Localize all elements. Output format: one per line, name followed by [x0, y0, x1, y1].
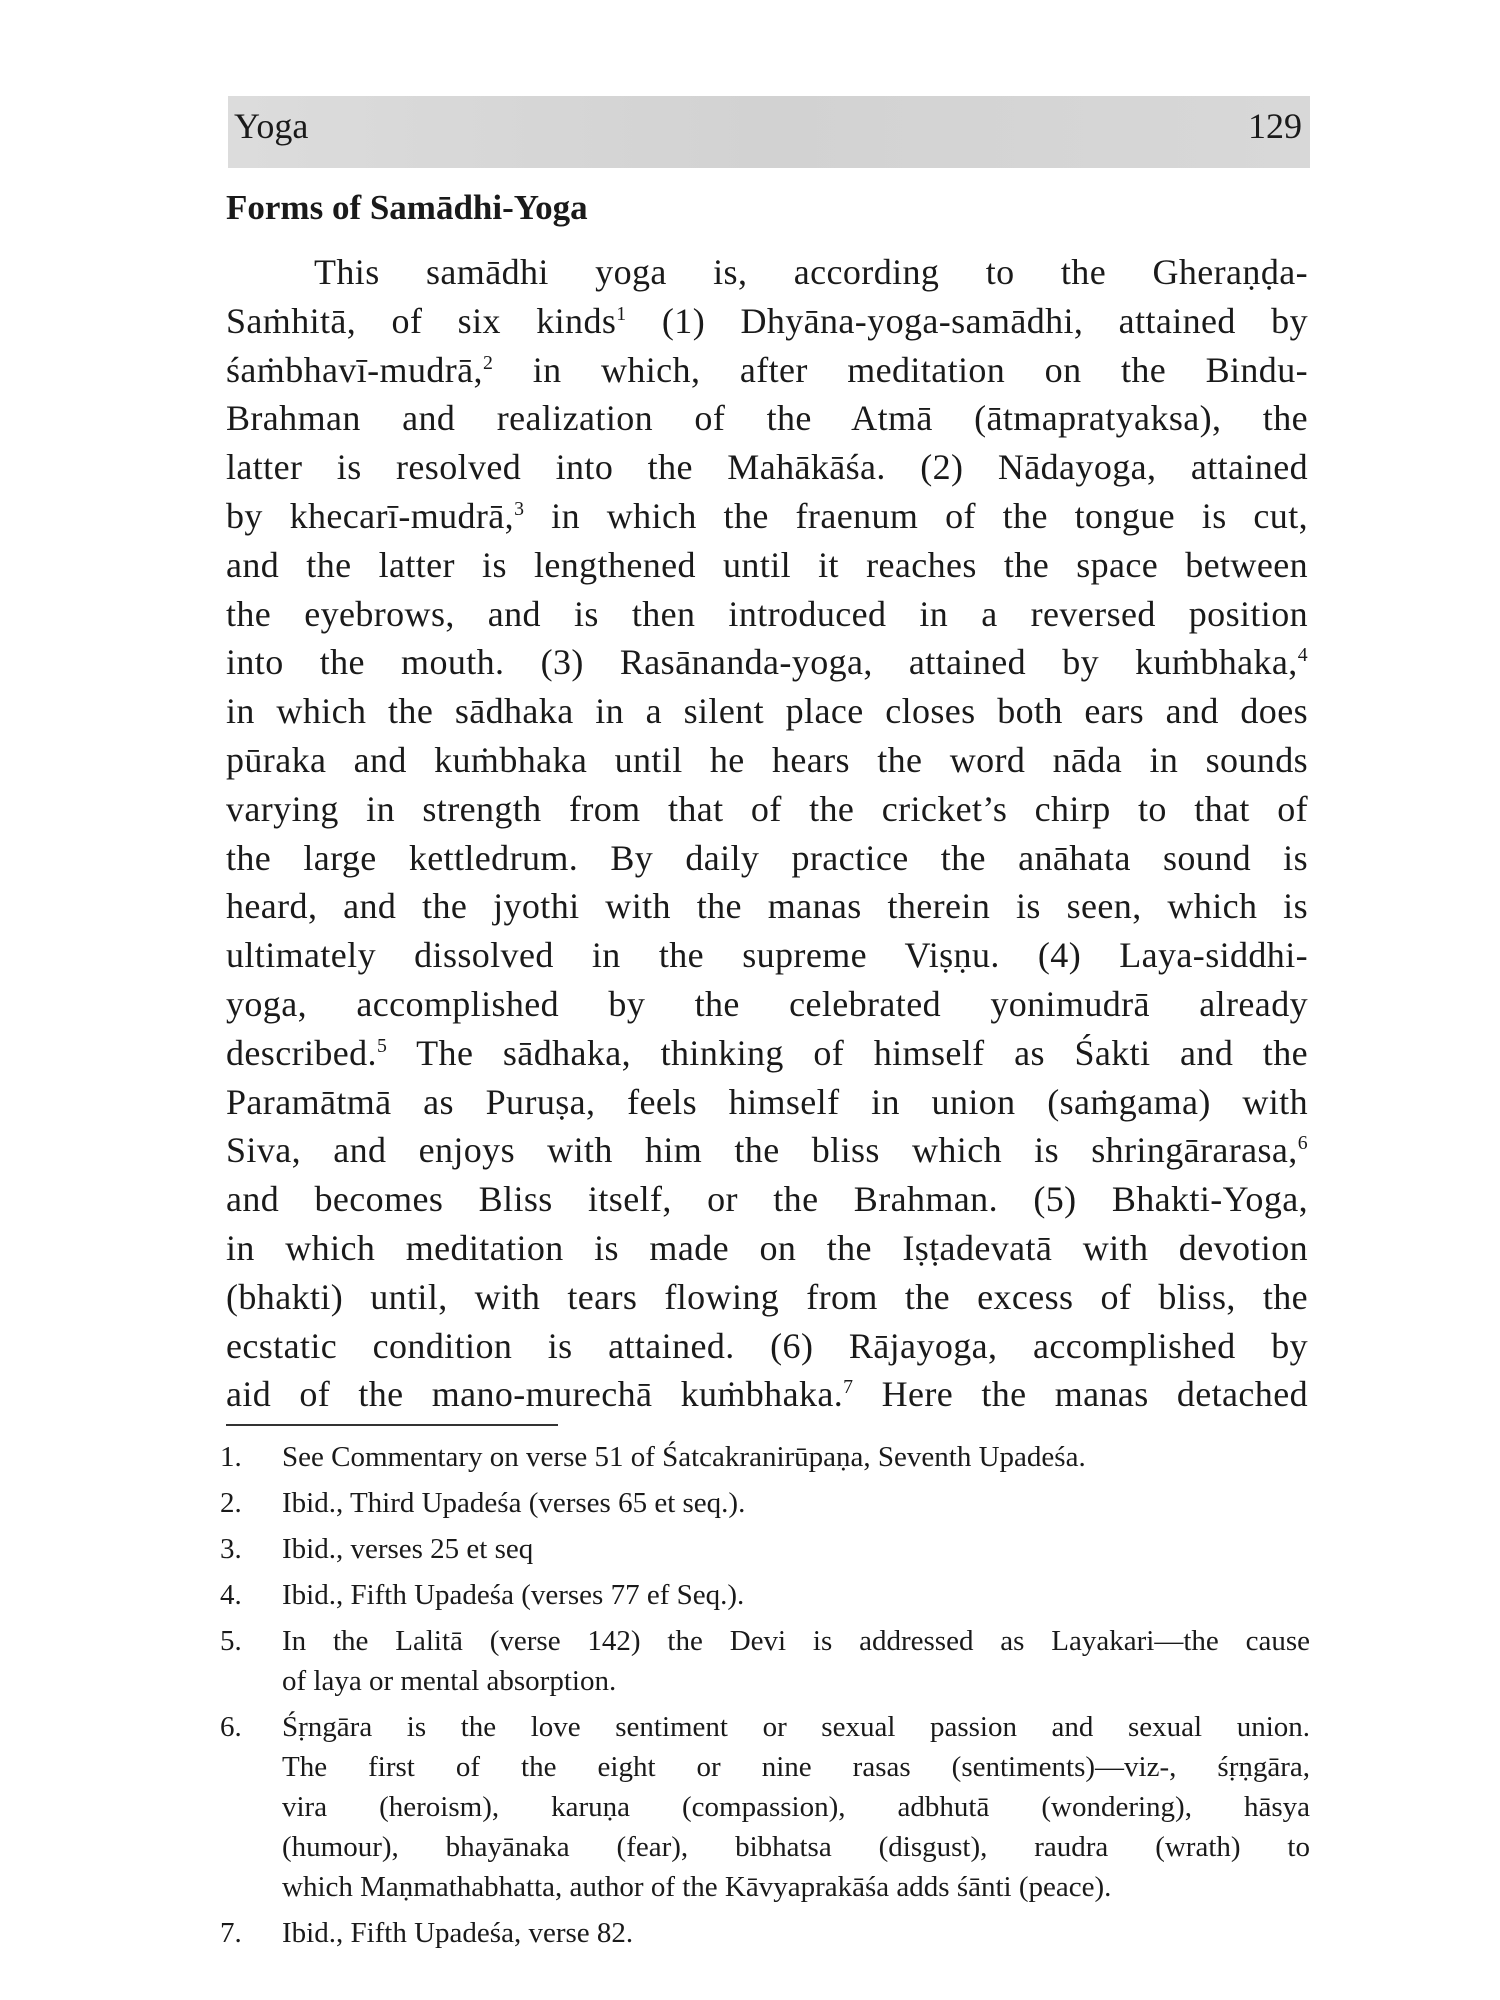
footnote-item	[220, 1529, 1310, 1569]
footnote-number: 2.	[220, 1487, 242, 1519]
footnote-text: Ibid., verses 25 et seq	[282, 1533, 534, 1565]
footnotes	[220, 1437, 1310, 1959]
body-line: and becomes Bliss itself, or the Brahman. (5) Bhakti-Yoga,	[226, 1179, 1308, 1220]
body-line: Siva, and enjoys with him the bliss which is shringārarasa,$^6$	[226, 1130, 1308, 1171]
footnote-item	[220, 1575, 1310, 1615]
body-line: the eyebrows, and is then introduced in a reversed position	[226, 593, 1308, 634]
body-line: heard, and the jyothi with the manas therein is seen, which is	[226, 886, 1308, 927]
footnote-marker: 1	[616, 302, 627, 325]
page-number: 129	[1248, 106, 1302, 146]
footnote-number: 4.	[220, 1579, 242, 1611]
footnote-text: Ibid., Third Upadeśa (verses 65 et seq.).	[282, 1487, 746, 1519]
footnote-number: 6.	[220, 1711, 242, 1743]
body-line: Saṁhitā, of six kinds$^1$ (1) Dhyāna-yoga-samādhi, attained by	[226, 300, 1308, 341]
body-line: yoga, accomplished by the celebrated yonimudrā already	[226, 983, 1308, 1024]
body-line: in which meditation is made on the Iṣṭadevatā with devotion	[226, 1227, 1308, 1268]
footnote-number: 3.	[220, 1533, 242, 1565]
body-line: śaṁbhavī-mudrā,$^2$ in which, after meditation on the Bindu-	[226, 349, 1308, 390]
body-line: (bhakti) until, with tears flowing from the excess of bliss, the	[226, 1276, 1308, 1317]
footnote-number: 7.	[220, 1917, 242, 1949]
section-title: Forms of Samādhi-Yoga	[226, 188, 588, 227]
footnote-number: 1.	[220, 1441, 242, 1473]
body-line: This samādhi yoga is, according to the Gheraṇḍa-	[314, 252, 1308, 292]
body-line: Paramātmā as Puruṣa, feels himself in union (saṁgama) with	[226, 1081, 1308, 1122]
footnote-divider	[226, 1424, 558, 1426]
body-line: described.$^5$ The sādhaka, thinking of himself as Śakti and the	[226, 1032, 1308, 1073]
body-line: in which the sādhaka in a silent place closes both ears and does	[226, 691, 1308, 732]
footnote-marker: 2	[482, 351, 494, 374]
footnote-text: Ibid., Fifth Upadeśa, verse 82.	[282, 1917, 634, 1949]
footnote-marker: 6	[1297, 1132, 1308, 1155]
footnote-marker: 3	[514, 497, 525, 520]
footnote-text: See Commentary on verse 51 of Śatcakranirūpaṇa, Seventh Upadeśa.	[282, 1441, 1086, 1473]
body-line: Brahman and realization of the Atmā (ātmapratyaksa), the	[226, 398, 1308, 439]
body-line: the large kettledrum. By daily practice the anāhata sound is	[226, 837, 1308, 878]
body-line: latter is resolved into the Mahākāśa. (2) Nādayoga, attained	[226, 447, 1308, 488]
body-line: into the mouth. (3) Rasānanda-yoga, attained by kuṁbhaka,$^4$	[226, 642, 1308, 683]
footnote-text: Śṛngāra is the love sentiment or sexual passion and sexual union. The first of the eight or nine rasas (sentiments)—viz-, śṛṇgāra, vira (heroism), karuṇa (compassion), adbhutā (wondering), hāsya (humour), bhayānaka (fear), bibhatsa (disgust), raudra (wrath) to which Maṇmathabhatta, author of the Kāvyaprakāśa adds śānti (peace).	[282, 1711, 1310, 1903]
body-line: ultimately dissolved in the supreme Viṣṇu. (4) Laya-siddhi-	[226, 935, 1308, 976]
footnote-item	[220, 1621, 1310, 1701]
footnote-text: Ibid., Fifth Upadeśa (verses 77 ef Seq.).	[282, 1579, 745, 1611]
footnote-number: 5.	[220, 1625, 242, 1657]
running-header-title: Yoga	[234, 106, 309, 146]
footnote-item	[220, 1437, 1310, 1477]
body-line: varying in strength from that of the cricket’s chirp to that of	[226, 788, 1308, 829]
footnote-item	[220, 1483, 1310, 1523]
body-line: by khecarī-mudrā,$^3$ in which the fraenum of the tongue is cut,	[226, 495, 1308, 536]
footnote-marker: 5	[376, 1034, 388, 1057]
footnote-marker: 7	[843, 1376, 854, 1399]
body-paragraph	[226, 248, 1308, 1419]
footnote-text: In the Lalitā (verse 142) the Devi is addressed as Layakari—the cause of laya or mental absorption.	[282, 1625, 1310, 1697]
footnote-marker: 4	[1297, 644, 1308, 667]
body-line: and the latter is lengthened until it reaches the space between	[226, 544, 1308, 585]
body-line: aid of the mano-murechā kuṁbhaka.$^7$ Here the manas detached	[226, 1374, 1308, 1415]
body-line: ecstatic condition is attained. (6) Rājayoga, accomplished by	[226, 1325, 1308, 1366]
running-header	[228, 96, 1310, 168]
footnote-item	[220, 1707, 1310, 1907]
body-line: pūraka and kuṁbhaka until he hears the word nāda in sounds	[226, 739, 1308, 780]
footnote-item	[220, 1913, 1310, 1953]
